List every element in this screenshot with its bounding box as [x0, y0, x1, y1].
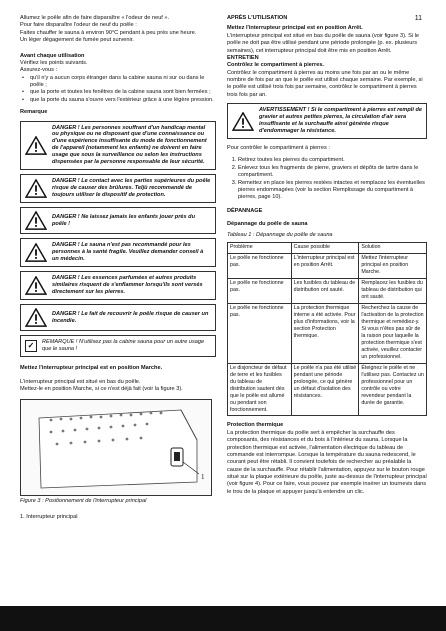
- warning-text: DANGER ! Les essences parfumées et autres produits similaires risquent de s'enflammer lorsqu'ils sont versés directement sur les pierres.: [52, 275, 203, 296]
- maintenance-heading: ENTRETIEN: [227, 54, 259, 61]
- warning-text: DANGER ! Ne laissez jamais les enfants jouer près du poêle !: [52, 213, 195, 227]
- switch-off-heading: Mettez l'interrupteur principal est en position Arrêt.: [227, 25, 363, 32]
- warning-icon: [25, 179, 47, 198]
- after-use-heading: APRÈS L'UTILISATION: [227, 15, 288, 21]
- warning-box: [20, 271, 216, 300]
- table-cell: Le poêle n'a pas été utilisé pendant une période prolongée, ce qui génère un défaut d'isolation des résistances.: [291, 363, 359, 416]
- thermal-heading: Protection thermique: [227, 422, 284, 429]
- warning-text: DANGER ! Le fait de recouvrir le poêle risque de causer un incendie.: [52, 310, 209, 324]
- before-use-line: Vérifiez les points suivants.: [20, 59, 88, 66]
- table-cell: Le poêle ne fonctionne pas.: [228, 303, 292, 363]
- warning-icon: [25, 136, 47, 155]
- switch-heading: Mettez l'interrupteur principal est en position Marche.: [20, 365, 163, 372]
- troubleshoot-table: [227, 242, 427, 417]
- warning-icon: [25, 211, 47, 230]
- warning-text: AVERTISSEMENT ! Si le compartiment à pierres est rempli de gravier et autres petites pierres, la circulation d'air sera insuffisante et la surchauffe ainsi générée risque d'endommager la résistance.: [259, 107, 422, 135]
- before-use-line: Assurez-vous :: [20, 67, 57, 74]
- remark-text: REMARQUE ! N'utilisez pas la cabine sauna pour un autre usage que le sauna !: [42, 339, 205, 353]
- list-item: 3. Remettez en place les pierres restées intactes et remplacez les éventuelles pierres endommagées (voir la section Remplissage du compartiment à pierres, page 10).: [238, 180, 427, 202]
- intro-line: Allumez le poêle afin de faire disparaître « l'odeur de neuf ».: [20, 15, 170, 21]
- left-column: [20, 15, 216, 525]
- right-column: [227, 15, 427, 500]
- table-caption: Tableau 1 : Dépannage du poêle de sauna: [227, 232, 333, 239]
- table-header-row: [228, 242, 427, 253]
- table-cell: Éteignez le poêle et ne l'utilisez pas. Contactez un professionnel pour un contrôle ou votre revendeur pendant la durée de garantie.: [359, 363, 427, 416]
- table-cell: Le poêle ne fonctionne pas.: [228, 278, 292, 303]
- figure-callout-label: 1: [201, 473, 205, 482]
- stones-warning-box: [227, 103, 427, 139]
- intro-line: Faites chauffer le sauna à environ 90°C pendant à peu près une heure.: [20, 29, 197, 36]
- troubleshoot-subheading: Dépannage du poêle de sauna: [227, 221, 308, 228]
- table-cell: Le disjoncteur de défaut de terre et les fusibles du tableau de distribution sautent dès que le poêle est allumé ou pendant son fonctionnement.: [228, 363, 292, 416]
- switch-line: Mettez-le en position Marche, si ce n'est déjà fait (voir la figure 3).: [20, 385, 183, 392]
- warning-box: [20, 121, 216, 171]
- warning-box: [20, 174, 216, 203]
- table-cell: Le poêle ne fonctionne pas.: [228, 253, 292, 278]
- remark-heading: Remarque: [20, 109, 48, 116]
- remark-box: [20, 335, 216, 357]
- troubleshoot-heading: DÉPANNAGE: [227, 207, 263, 214]
- check-icon: ✓: [25, 340, 37, 352]
- table-header-cell: Problème: [228, 242, 292, 253]
- stones-heading: Contrôlez le compartiment à pierres.: [227, 62, 324, 69]
- warning-box: [20, 304, 216, 331]
- table-cell: L'interrupteur principal est en position Arrêt.: [291, 253, 359, 278]
- warning-icon: [25, 276, 47, 295]
- table-row: [228, 253, 427, 278]
- table-cell: Mettez l'interrupteur principal en position Marche.: [359, 253, 427, 278]
- list-item: • que la porte du sauna s'ouvre vers l'extérieur grâce à une légère pression.: [30, 97, 216, 104]
- page-number: 11: [414, 15, 422, 22]
- intro-line: Un léger dégagement de fumée peut survenir.: [20, 37, 134, 44]
- warning-icon: [25, 243, 47, 262]
- warning-icon: [232, 112, 254, 131]
- warning-icon: [25, 308, 47, 327]
- list-item: 1. Retirez toutes les pierres du compartiment.: [238, 157, 427, 164]
- switch-line: L'interrupteur principal est situé en bas du poêle.: [20, 378, 141, 385]
- figure-caption: Figure 3 : Positionnement de l'interrupteur principal: [20, 498, 147, 505]
- table-cell: Remplacez les fusibles du tableau de distribution qui ont sauté.: [359, 278, 427, 303]
- table-row: [228, 278, 427, 303]
- table-cell: Les fusibles du tableau de distribution ont sauté.: [291, 278, 359, 303]
- table-row: [228, 363, 427, 416]
- list-item: • que la porte et toutes les fenêtres de la cabine sauna sont bien fermées ;: [30, 89, 216, 96]
- check-steps: [227, 157, 427, 201]
- warning-text: DANGER ! Les personnes souffrant d'un handicap mental ou physique ou ne disposant que d'une connaissance ou d'une expérience insuffisante du mode de fonctionnement de l'appareil (notamment les enfants) ne doivent en faire usage que sous la surveillance ou selon les instructions dispensées par la personne responsable de leur sécurité.: [52, 124, 207, 166]
- list-item: • qu'il n'y a aucun corps étranger dans la cabine sauna ni sur ou dans le poêle ;: [30, 75, 216, 90]
- warning-box: [20, 207, 216, 234]
- check-intro: Pour contrôler le compartiment à pierres :: [227, 145, 330, 152]
- table-header-cell: Solution: [359, 242, 427, 253]
- heater-base-illustration: [21, 400, 211, 495]
- thermal-text: La protection thermique du poêle sert à empêcher la surchauffe des composants, des résistances et du bois à l'intérieur du sauna. Lorsque la protection thermique est activée, l'alimentation électrique du tableau de commande est interrompue. Lorsque la température du sauna redescend, le courant peut être rétabli. Il convient toutefois de rechercher au préalable la cause de la surchauffe. Pour rétablir l'alimentation, appuyez sur le bouton rouge situé sur la plaque extérieure du poêle, juste au-dessus de l'interrupteur principal (voir figure 4). Pour ce faire, vous pouvez par exemple insérer un tournevis dans le trou de la plaque et appuyer jusqu'à entendre un clic.: [227, 429, 427, 495]
- before-use-heading: Avant chaque utilisation: [20, 52, 85, 59]
- warning-box: [20, 238, 216, 267]
- stones-text: Contrôlez le compartiment à pierres au moins une fois par an ou le même nombre de fois par an que le poêle est utilisé chaque semaine. Par exemple, si le poêle est utilisé trois fois par semaine, contrôlez le compartiment à pierres trois fois par an.: [227, 69, 423, 98]
- table-cell: Recherchez la cause de l'activation de la protection thermique et remédiez-y. Si vous n'êtes pas sûr de la raison pour laquelle la protection thermique s'est activée, veuillez contacter un professionnel.: [359, 303, 427, 363]
- warning-text: DANGER ! Le sauna n'est pas recommandé pour les personnes à la santé fragile. Veuillez demander conseil à un médecin.: [52, 242, 204, 263]
- warning-text: DANGER ! Le contact avec les parties supérieures du poêle risque de causer des brûlures. Teljü recommandé de toujours utiliser le dispositif de protection.: [52, 178, 211, 199]
- figure-legend-item: 1. Interrupteur principal: [20, 513, 78, 520]
- switch-off-text: L'interrupteur principal est situé en bas du poêle de sauna (voir figure 3). Si le poêle ne doit pas être utilisé pendant une période prolongée (p. ex. plusieurs semaines), cet interrupteur principal doit être mis en position Arrêt.: [227, 32, 419, 54]
- table-cell: La protection thermique interne a été activée. Pour plus d'informations, voir la section Protection thermique.: [291, 303, 359, 363]
- table-header-cell: Cause possible: [291, 242, 359, 253]
- intro-line: Pour faire disparaître l'odeur de neuf du poêle :: [20, 22, 137, 29]
- list-item: 2. Enlevez tous les fragments de pierre, graviers et dépôts de tartre dans le compartiment.: [238, 165, 427, 180]
- figure-switch-diagram: [20, 399, 212, 496]
- table-row: [228, 303, 427, 363]
- before-use-list: [20, 75, 216, 105]
- footer-bar: [0, 606, 446, 631]
